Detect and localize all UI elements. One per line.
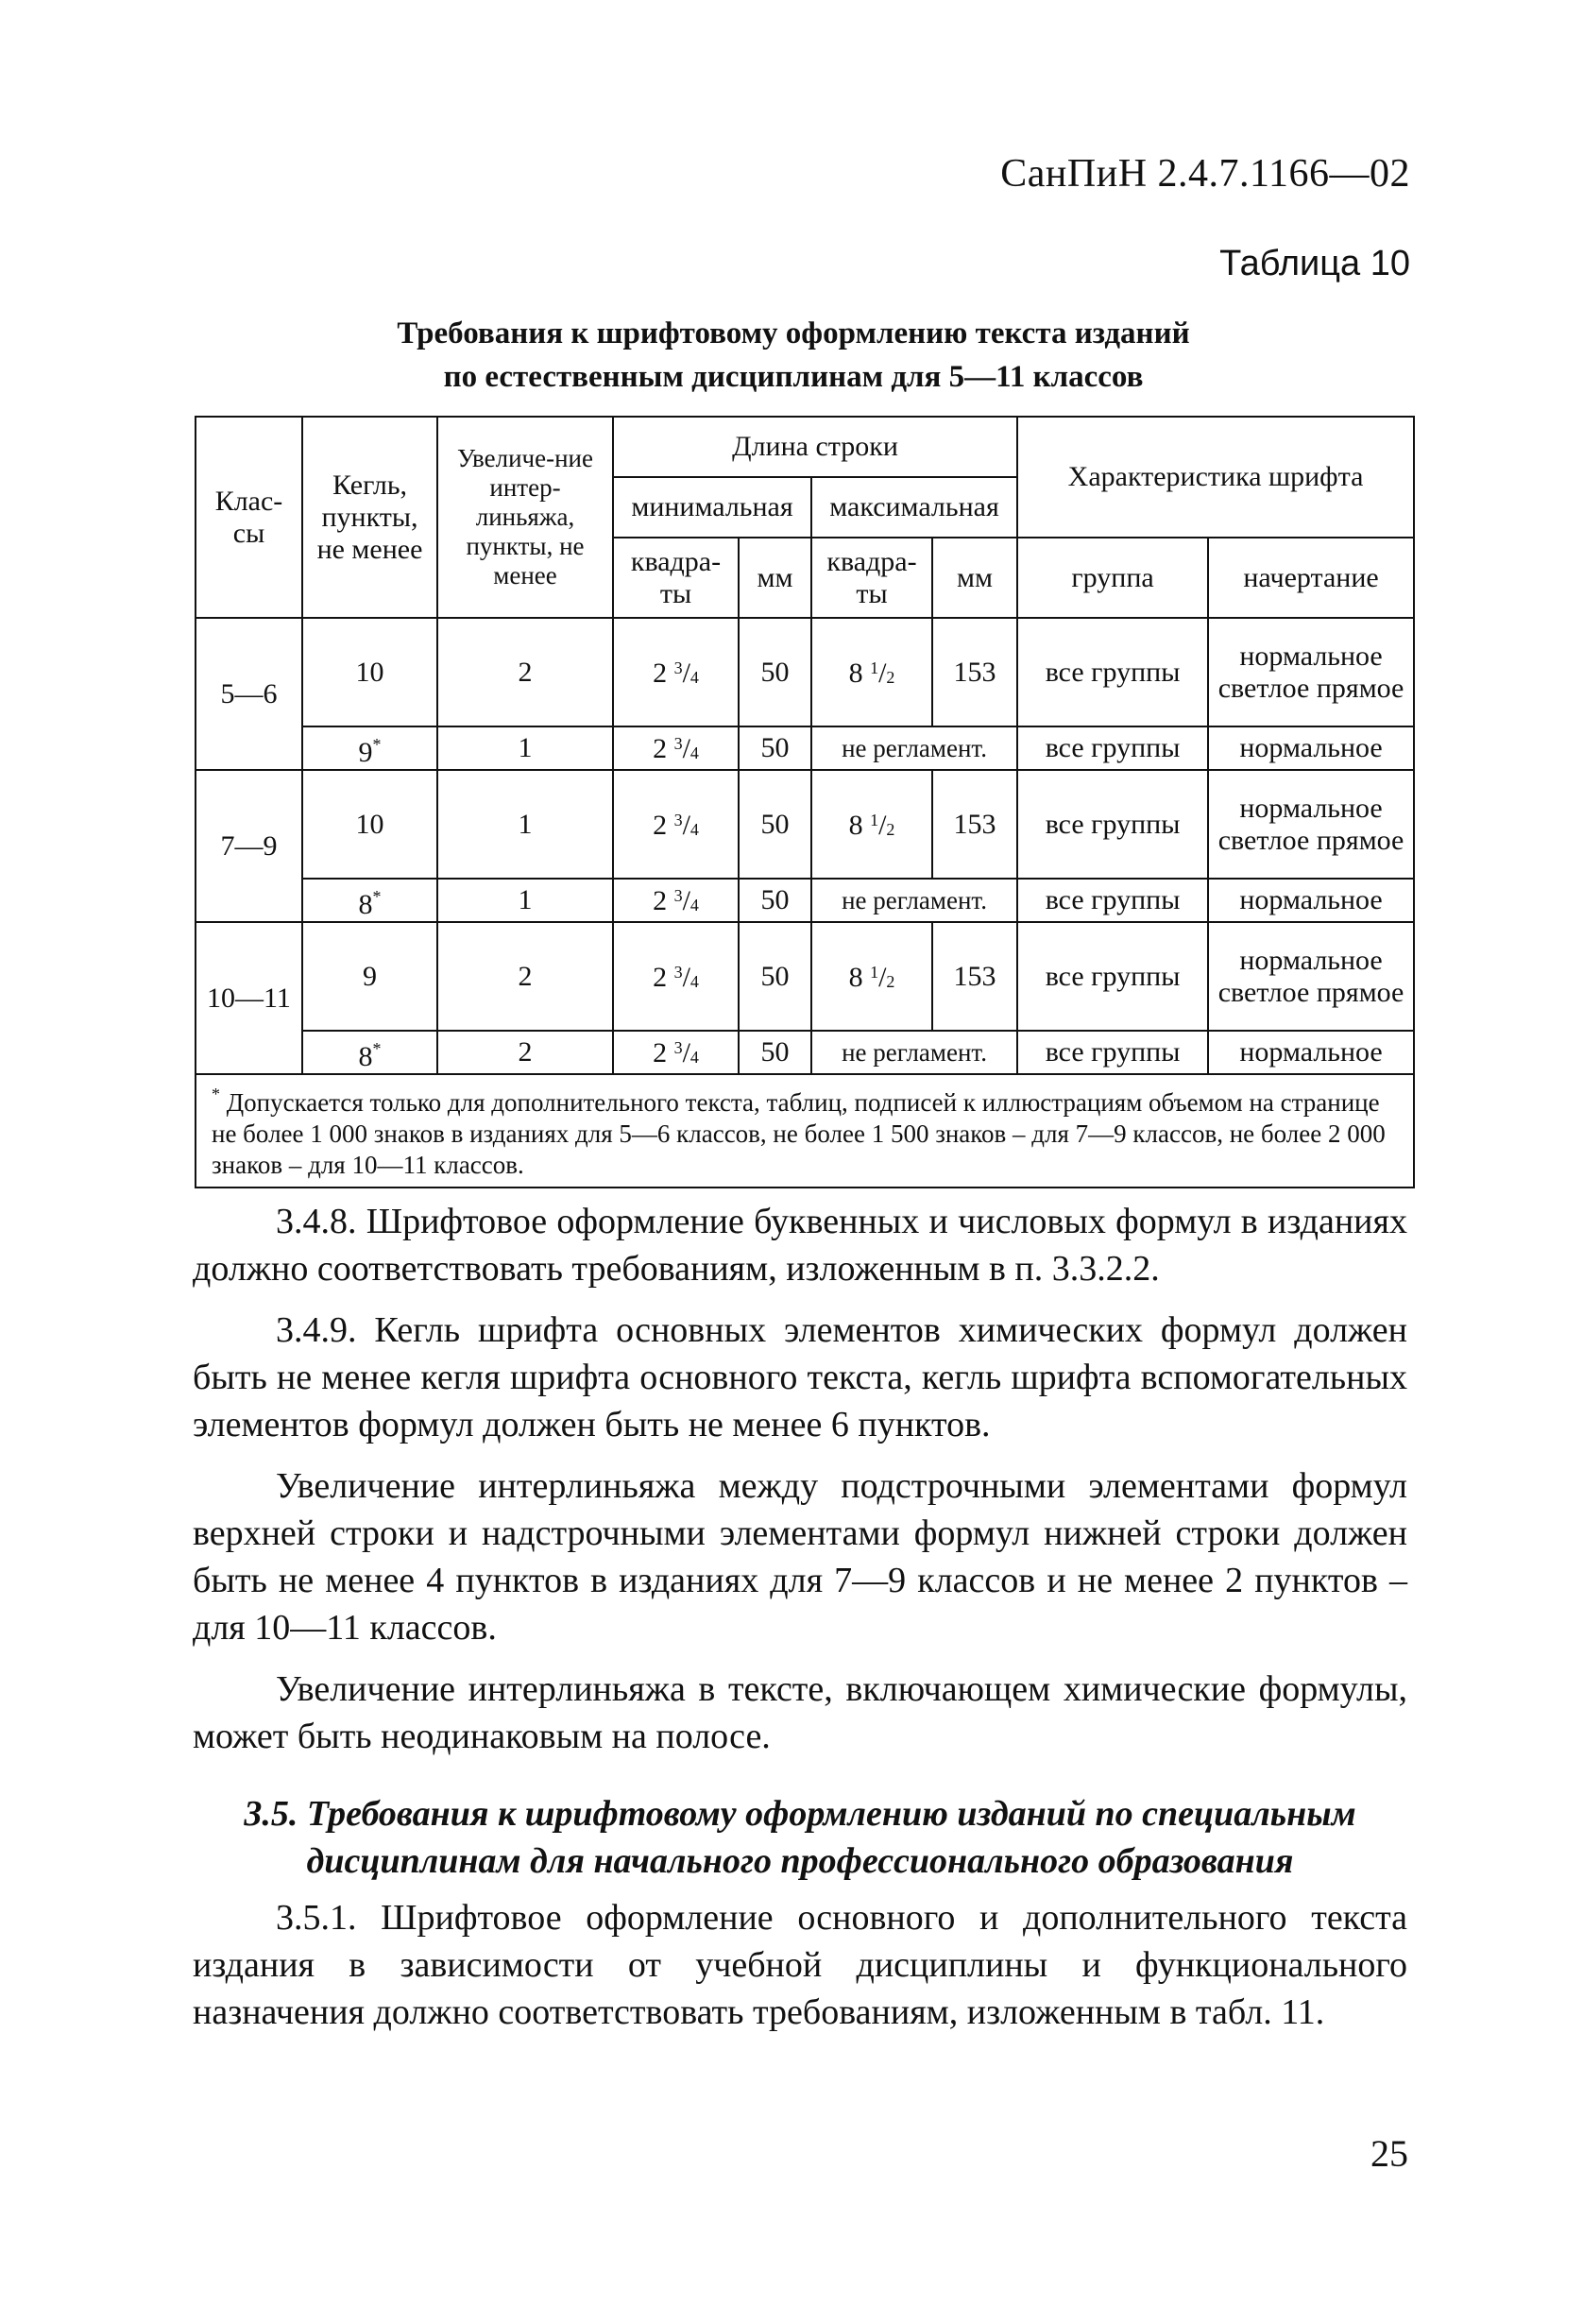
cell-size: 10 bbox=[302, 770, 437, 879]
cell-min-mm: 50 bbox=[739, 1031, 811, 1074]
cell-max-squares: 8 $^1/_2$ bbox=[811, 922, 932, 1031]
paragraph-3-5-1: 3.5.1. Шрифтовое оформление основного и дополнительного текста издания в зависимости от учебной дисциплины и функционального назначения должно соответствовать требованиям, изложенным в табл. 11. bbox=[193, 1898, 1407, 2032]
header-line-length: Длина строки bbox=[613, 417, 1017, 477]
cell-size: 10 bbox=[302, 618, 437, 726]
header-leading: Увеличе-ние интер-линьяжа, пункты, не менее bbox=[437, 417, 613, 618]
table-row bbox=[196, 618, 1414, 726]
table-title-line-2: по естественным дисциплинам для 5—11 классов bbox=[443, 360, 1144, 394]
cell-leading: 1 bbox=[437, 770, 613, 879]
cell-size: 8* bbox=[302, 1031, 437, 1074]
cell-max-mm: 153 bbox=[932, 770, 1017, 879]
paragraph-leading-increase: Увеличение интерлиньяжа между подстрочными элементами формул верхней строки и надстрочными элементами формул нижней строки должен быть не менее 4 пунктов в изданиях для 7—9 классов и не менее 2 пунктов – для 10—11 классов. bbox=[193, 1466, 1407, 1648]
header-maximal: максимальная bbox=[811, 477, 1017, 538]
cell-min-squares: 2 $^3/_4$ bbox=[613, 618, 739, 726]
cell-group: все группы bbox=[1017, 726, 1208, 770]
cell-max-not-regulated: не регламент. bbox=[811, 1031, 1017, 1074]
cell-group: все группы bbox=[1017, 1031, 1208, 1074]
cell-min-mm: 50 bbox=[739, 618, 811, 726]
header-max-mm: мм bbox=[932, 538, 1017, 618]
cell-leading: 1 bbox=[437, 726, 613, 770]
cell-group: все группы bbox=[1017, 922, 1208, 1031]
cell-style: нормальное светлое прямое bbox=[1208, 922, 1414, 1031]
header-font-characteristics: Характеристика шрифта bbox=[1017, 417, 1414, 538]
table-row bbox=[196, 726, 1414, 770]
cell-group: все группы bbox=[1017, 618, 1208, 726]
header-group: группа bbox=[1017, 538, 1208, 618]
cell-min-squares: 2 $^3/_4$ bbox=[613, 1031, 739, 1074]
cell-min-mm: 50 bbox=[739, 726, 811, 770]
header-minimal: минимальная bbox=[613, 477, 811, 538]
cell-min-squares: 2 $^3/_4$ bbox=[613, 922, 739, 1031]
table-row bbox=[196, 922, 1414, 1031]
table-row bbox=[196, 1031, 1414, 1074]
page-number: 25 bbox=[1370, 2132, 1408, 2175]
cell-classes: 5—6 bbox=[196, 618, 302, 770]
table-title-line-1: Требования к шрифтовому оформлению текста изданий bbox=[397, 316, 1190, 350]
cell-max-not-regulated: не регламент. bbox=[811, 879, 1017, 922]
cell-leading: 2 bbox=[437, 1031, 613, 1074]
table-row bbox=[196, 770, 1414, 879]
cell-max-mm: 153 bbox=[932, 922, 1017, 1031]
body-text bbox=[193, 1198, 1407, 2036]
cell-max-squares: 8 $^1/_2$ bbox=[811, 618, 932, 726]
document-code: СанПиН 2.4.7.1166—02 bbox=[1000, 152, 1410, 196]
cell-classes: 7—9 bbox=[196, 770, 302, 922]
header-max-squares: квадра-ты bbox=[811, 538, 932, 618]
header-size: Кегль, пункты, не менее bbox=[302, 417, 437, 618]
cell-style: нормальное bbox=[1208, 879, 1414, 922]
font-requirements-table bbox=[195, 416, 1415, 1188]
cell-max-mm: 153 bbox=[932, 618, 1017, 726]
cell-classes: 10—11 bbox=[196, 922, 302, 1074]
paragraph-3-4-8: 3.4.8. Шрифтовое оформление буквенных и числовых формул в изданиях должно соответствовать требованиям, изложенным в п. 3.3.2.2. bbox=[193, 1202, 1407, 1289]
cell-group: все группы bbox=[1017, 879, 1208, 922]
table-footnote-row bbox=[196, 1074, 1414, 1188]
table-footnote: * Допускается только для дополнительного текста, таблиц, подписей к иллюстрациям объемом на странице не более 1 000 знаков в изданиях для 5—6 классов, не более 1 500 знаков – для 7—9 классов, не более 2 000 знаков – для 10—11 классов. bbox=[196, 1074, 1414, 1188]
paragraph-3-4-9: 3.4.9. Кегль шрифта основных элементов химических формул должен быть не менее кегля шрифта основного текста, кегль шрифта вспомогательных элементов формул должен быть не менее 6 пунктов. bbox=[193, 1310, 1407, 1444]
table-number: Таблица 10 bbox=[1219, 244, 1410, 283]
cell-leading: 2 bbox=[437, 618, 613, 726]
header-style: начертание bbox=[1208, 538, 1414, 618]
cell-max-squares: 8 $^1/_2$ bbox=[811, 770, 932, 879]
paragraph-leading-varied: Увеличение интерлиньяжа в тексте, включающем химические формулы, может быть неодинаковым на полосе. bbox=[193, 1669, 1407, 1756]
cell-min-mm: 50 bbox=[739, 922, 811, 1031]
cell-style: нормальное светлое прямое bbox=[1208, 770, 1414, 879]
header-classes: Клас-сы bbox=[196, 417, 302, 618]
cell-min-squares: 2 $^3/_4$ bbox=[613, 770, 739, 879]
cell-style: нормальное bbox=[1208, 1031, 1414, 1074]
cell-min-mm: 50 bbox=[739, 770, 811, 879]
cell-size: 9* bbox=[302, 726, 437, 770]
cell-size: 8* bbox=[302, 879, 437, 922]
cell-min-squares: 2 $^3/_4$ bbox=[613, 879, 739, 922]
cell-style: нормальное светлое прямое bbox=[1208, 618, 1414, 726]
cell-size: 9 bbox=[302, 922, 437, 1031]
table-row bbox=[196, 879, 1414, 922]
table-title bbox=[195, 312, 1392, 399]
header-min-mm: мм bbox=[739, 538, 811, 618]
cell-min-mm: 50 bbox=[739, 879, 811, 922]
cell-min-squares: 2 $^3/_4$ bbox=[613, 726, 739, 770]
cell-max-not-regulated: не регламент. bbox=[811, 726, 1017, 770]
header-min-squares: квадра-ты bbox=[613, 538, 739, 618]
cell-group: все группы bbox=[1017, 770, 1208, 879]
cell-style: нормальное bbox=[1208, 726, 1414, 770]
section-heading-3-5: 3.5. Требования к шрифтовому оформлению изданий по специальным дисциплинам для начального профессионального образования bbox=[244, 1794, 1356, 1881]
cell-leading: 1 bbox=[437, 879, 613, 922]
cell-leading: 2 bbox=[437, 922, 613, 1031]
